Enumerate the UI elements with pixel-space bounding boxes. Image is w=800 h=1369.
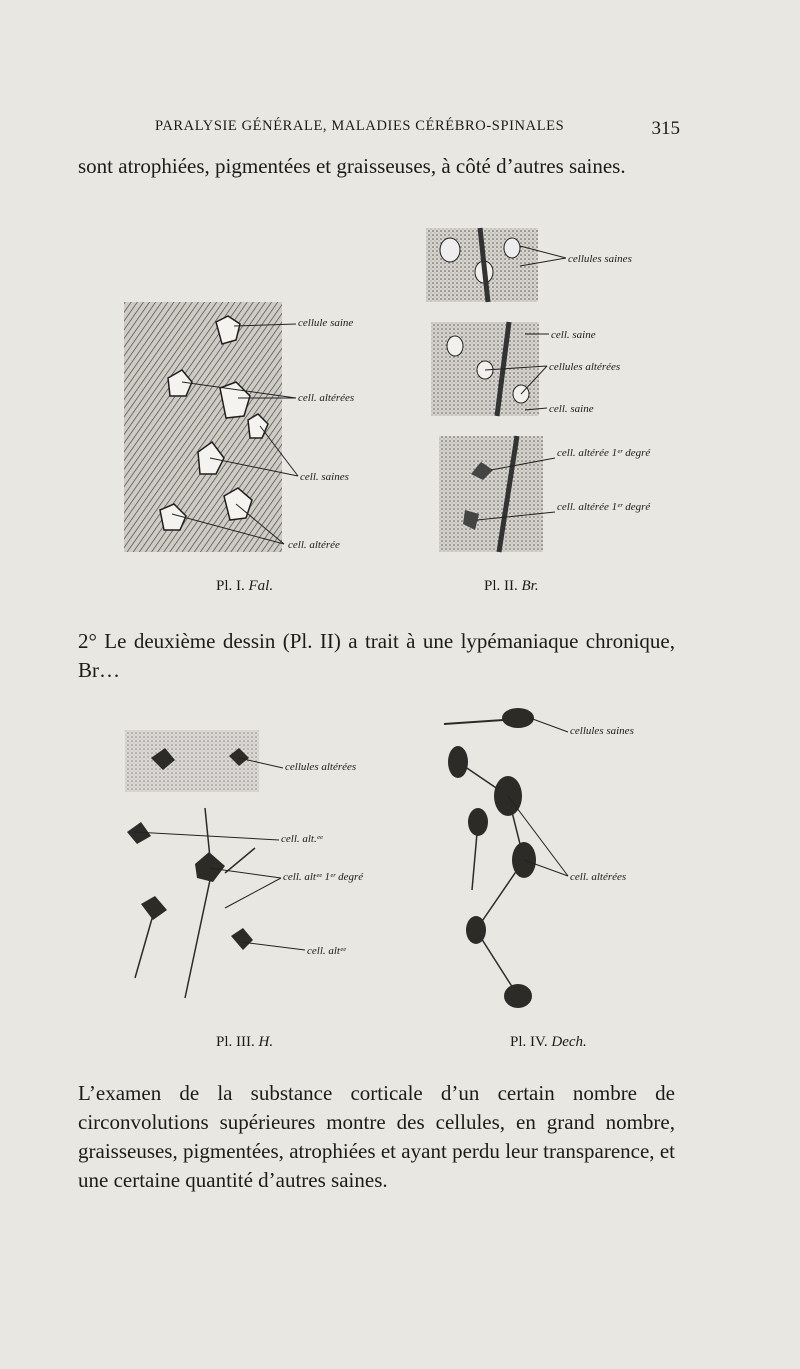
pl2-label-3: cellules altérées <box>549 361 621 373</box>
pl3-label-1: cellules altérées <box>285 761 357 773</box>
paragraph-3: L’examen de la substance corticale d’un certain nombre de circonvolutions supérieures montre des cellules, en grand nombre, graisseuses, pigmentées, atrophiées et ayant perdu leur transparence, et une certaine quantité d’autres saines. <box>78 1081 675 1192</box>
pl4-caption: Pl. IV. Dech. <box>510 1034 587 1050</box>
pl3-label-4: cell. altᵉᵉ <box>307 945 346 957</box>
pl1-caption: Pl. I. Fal. <box>216 578 274 594</box>
pl3-label-3: cell. altᵉᵉ 1ᵉʳ degré <box>283 871 364 883</box>
plate-1-figure <box>120 300 400 560</box>
pl1-label-4: cell. altérée <box>288 539 340 551</box>
paragraph-1: sont atrophiées, pigmentées et graisseuses, à côté d’autres saines. <box>78 154 626 178</box>
running-header <box>155 118 680 139</box>
plate-3-figure <box>115 728 385 1018</box>
pl2-label-1: cellules saines <box>568 253 632 265</box>
pl2-label-4: cell. saine <box>549 403 594 415</box>
plate-2-figure <box>425 320 685 560</box>
pl3-caption: Pl. III. H. <box>216 1034 274 1050</box>
page-number: 315 <box>651 118 680 139</box>
pl1-label-2: cell. altérées <box>298 392 355 404</box>
plate-4-figure <box>432 700 692 1020</box>
pl2-label-5: cell. altérée 1ᵉʳ degré <box>557 447 651 459</box>
running-title: PARALYSIE GÉNÉRALE, MALADIES CÉRÉBRO-SPINALES <box>155 118 565 134</box>
pl2-label-2: cell. saine <box>551 329 596 341</box>
pl1-label-1: cellule saine <box>298 317 354 329</box>
pl1-label-3: cell. saines <box>300 471 349 483</box>
pl3-label-2: cell. alt.ᵉᵉ <box>281 833 323 845</box>
pl4-label-2: cell. altérées <box>570 871 627 883</box>
paragraph-2: 2° Le deuxième dessin (Pl. II) a trait à une lypémaniaque chronique, Br… <box>78 629 675 682</box>
pl2-caption: Pl. II. Br. <box>484 578 539 594</box>
plate-2-top-figure <box>420 226 680 306</box>
pl4-label-1: cellules saines <box>570 725 634 737</box>
pl2-label-6: cell. altérée 1ᵉʳ degré <box>557 501 651 513</box>
